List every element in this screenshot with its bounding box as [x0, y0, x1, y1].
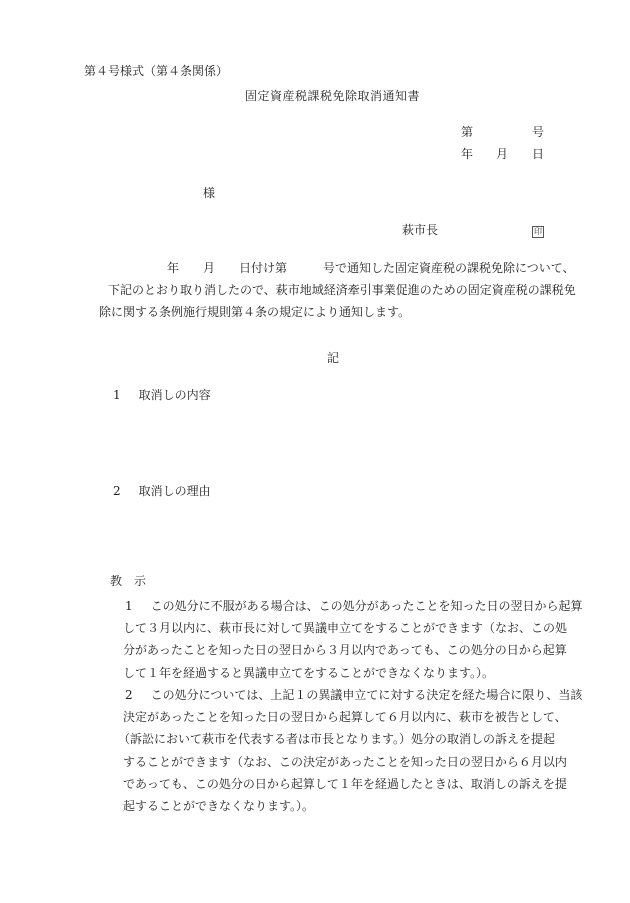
date-month: 月 — [496, 147, 509, 161]
body-paragraph — [96, 257, 576, 323]
notice-item-2 — [104, 684, 584, 817]
notice-number: 1 — [125, 599, 133, 613]
section-2 — [113, 483, 211, 499]
body-line: 下記のとおり取り消したので、萩市地域経済牽引事業促進のための固定資産税の課税免 — [108, 283, 576, 297]
body-line: 除に関する条例施行規則第４条の規定により通知します。 — [99, 305, 411, 319]
notice-item-1 — [104, 595, 584, 684]
section-1 — [113, 387, 211, 403]
addressee-honorific: 様 — [203, 186, 216, 200]
notice-line: 決定があったことを知った日の翌日から起算して６月以内に、萩市を被告として、 — [123, 710, 567, 725]
document-title: 固定資産税課税免除取消通知書 — [245, 89, 421, 103]
notice-line: であっても、この処分の日から起算して１年を経過したときは、取消しの訴えを提 — [123, 776, 567, 791]
number-suffix: 号 — [532, 125, 545, 139]
issuer-name: 萩市長 — [402, 223, 439, 237]
notice-line: 起することができなくなります。）。 — [123, 798, 315, 813]
form-label: 第４号様式（第４条関係） — [84, 64, 229, 78]
notice-line: 2 この処分については、上記１の異議申立てに対する決定を経た場合に限り、当該 — [125, 688, 583, 702]
date-day: 日 — [532, 147, 545, 161]
seal-icon: 印 — [534, 227, 542, 236]
seal-mark — [532, 222, 544, 238]
notice-line: （訴訟において萩市を代表する者は市長となります。）処分の取消しの訴えを提起 — [118, 732, 556, 747]
notice-line: して３月以内に、萩市長に対して異議申立てをすることができます（なお、この処 — [123, 621, 568, 636]
section-number: 1 — [113, 388, 121, 402]
notice-line: 分があったことを知った日の翌日から３月以内であっても、この処分の日から起算 — [123, 643, 567, 658]
number-prefix: 第 — [461, 125, 474, 139]
body-line: 年 月 日付け第 号で通知した固定資産税の課税免除について、 — [167, 261, 575, 275]
date-year: 年 — [461, 147, 474, 161]
section-label: 取消しの内容 — [138, 388, 211, 402]
section-number: 2 — [113, 484, 121, 498]
notice-line: して１年を経過すると異議申立てをすることができなくなります。）。 — [123, 665, 495, 680]
section-label: 取消しの理由 — [138, 484, 211, 498]
notice-line: することができます（なお、この決定があったことを知った日の翌日から６月以内 — [123, 754, 567, 769]
notice-line: 1 この処分に不服がある場合は、この処分があったことを知った日の翌日から起算 — [125, 599, 583, 613]
notice-number: 2 — [125, 688, 133, 702]
notice-heading: 教 示 — [110, 574, 147, 588]
record-heading: 記 — [327, 351, 340, 365]
